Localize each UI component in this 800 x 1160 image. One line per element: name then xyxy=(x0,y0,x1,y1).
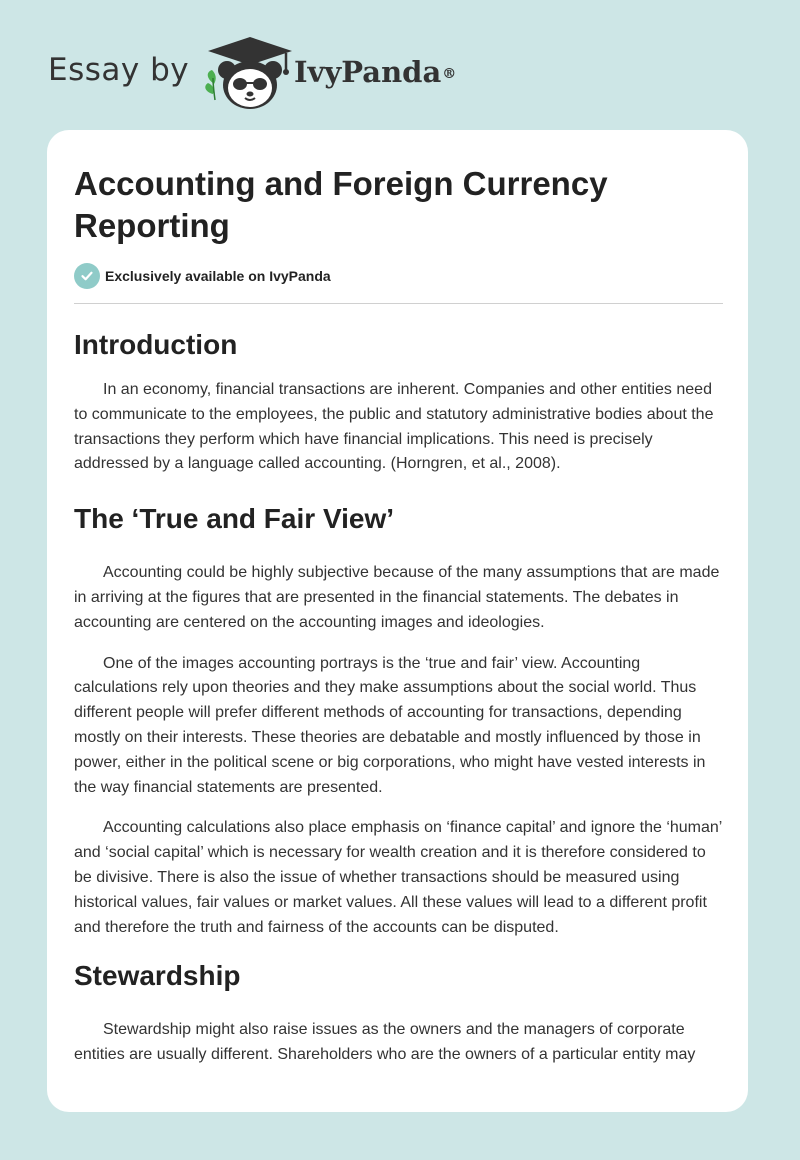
exclusive-badge xyxy=(74,263,331,289)
exclusive-badge-text: Exclusively available on IvyPanda xyxy=(105,268,331,284)
paragraph: Accounting calculations also place emphasis on ‘finance capital’ and ignore the ‘human’ and ‘social capital’ which is necessary for wealth creation and it is therefore considered to be divisive. There is also the issue of whether transactions should be measured using historical values, fair values or market values. All these values will lead to a different profit and therefore the truth and fairness of the accounts can be disputed. xyxy=(74,819,722,936)
ivy-leaf-top xyxy=(208,70,216,84)
check-mark xyxy=(80,269,94,283)
panda-eye-left xyxy=(233,78,247,90)
paragraph: Stewardship might also raise issues as the owners and the managers of corporate entities are usually different. Shareholders who are the owners of a particular entity may xyxy=(74,1021,696,1064)
paragraph: In an economy, financial transactions are inherent. Companies and other entities need to communicate to the employees, the public and statutory administrative bodies about the transactions they perform which have financial implications. This need is precisely addressed by a language called accounting. (Horngren, et al., 2008). xyxy=(74,381,714,473)
panda-graduate-logo-icon[interactable] xyxy=(200,34,300,114)
section-heading-introduction: Introduction xyxy=(74,329,238,360)
essay-by-label: Essay by xyxy=(48,52,190,88)
registered-mark: ® xyxy=(442,66,457,82)
essay-body xyxy=(74,320,724,1068)
check-circle-icon xyxy=(74,263,100,289)
brand-name[interactable] xyxy=(294,52,456,92)
mortarboard-top xyxy=(208,37,292,65)
section-heading-true-and-fair-view: The ‘True and Fair View’ xyxy=(74,503,395,535)
mortarboard-tassel-end xyxy=(283,69,289,75)
paragraph: Accounting could be highly subjective because of the many assumptions that are made in arriving at the figures that are presented in the financial statements. The debates in accounting are centered on the accounting images and ideologies. xyxy=(74,564,720,631)
panda-face xyxy=(228,69,272,107)
brand-name-text: IvyPanda xyxy=(294,55,442,89)
essay-card xyxy=(47,130,748,1112)
ivy-leaf-bottom xyxy=(205,83,213,94)
panda-nose xyxy=(247,92,254,97)
section-heading-stewardship: Stewardship xyxy=(74,960,241,992)
glasses-bridge xyxy=(246,82,254,84)
site-header xyxy=(0,0,800,130)
paragraph: One of the images accounting portrays is the ‘true and fair’ view. Accounting calculations rely upon theories and they make assumptions about the social world. Thus different people will prefer different methods of accounting for transactions, depending mostly on their interests. These theories are debatable and mostly influenced by those in power, either in the political scene or big corporations, who might have vested interests in the way financial statements are presented. xyxy=(74,654,706,796)
panda-eye-right xyxy=(253,78,267,90)
title-divider xyxy=(74,303,723,304)
page-title: Accounting and Foreign Currency Reporting xyxy=(74,165,608,244)
